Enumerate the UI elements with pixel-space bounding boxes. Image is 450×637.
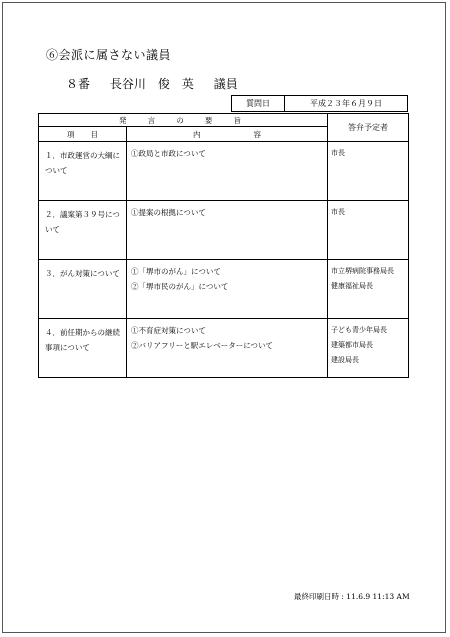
row-item: ２．議案第３９号について bbox=[39, 201, 127, 260]
header-statement-summary: 発 言 の 要 旨 bbox=[39, 114, 328, 127]
row-item: ４．前任期からの継続事項について bbox=[39, 319, 127, 378]
question-date-box bbox=[231, 95, 408, 112]
table-row bbox=[39, 260, 409, 319]
row-answer: 子ども青少年局長 建築都市局長 建設局長 bbox=[328, 319, 409, 378]
question-table bbox=[38, 113, 409, 378]
table-row bbox=[39, 201, 409, 260]
header-content: 内 容 bbox=[127, 127, 328, 142]
row-content: ①「堺市のがん」について ②「堺市民のがん」について bbox=[127, 260, 328, 319]
row-content: ①不育症対策について ②バリアフリーと駅エレベーターについて bbox=[127, 319, 328, 378]
member-number: ８番 bbox=[66, 77, 91, 91]
row-item: １．市政運営の大綱について bbox=[39, 142, 127, 201]
table-row bbox=[39, 142, 409, 201]
header-answer: 答弁予定者 bbox=[328, 114, 409, 142]
header-item: 項 目 bbox=[39, 127, 127, 142]
member-title: 議員 bbox=[213, 77, 238, 91]
row-answer: 市立堺病院事務局長 健康福祉局長 bbox=[328, 260, 409, 319]
member-line bbox=[66, 75, 252, 92]
row-content: ①政局と市政について bbox=[127, 142, 328, 201]
row-answer: 市長 bbox=[328, 142, 409, 201]
member-name: 長谷川 俊 英 bbox=[109, 77, 194, 91]
row-answer: 市長 bbox=[328, 201, 409, 260]
row-item: ３．がん対策について bbox=[39, 260, 127, 319]
page-heading: ⑥会派に属さない議員 bbox=[46, 48, 172, 62]
question-date-value: 平成２３年６月９日 bbox=[310, 99, 382, 108]
table-row bbox=[39, 319, 409, 378]
row-content: ①提案の根拠について bbox=[127, 201, 328, 260]
question-date-label: 質問日 bbox=[232, 96, 285, 111]
print-timestamp: 最終印刷日時 : 11.6.9 11:13 AM bbox=[294, 592, 410, 601]
